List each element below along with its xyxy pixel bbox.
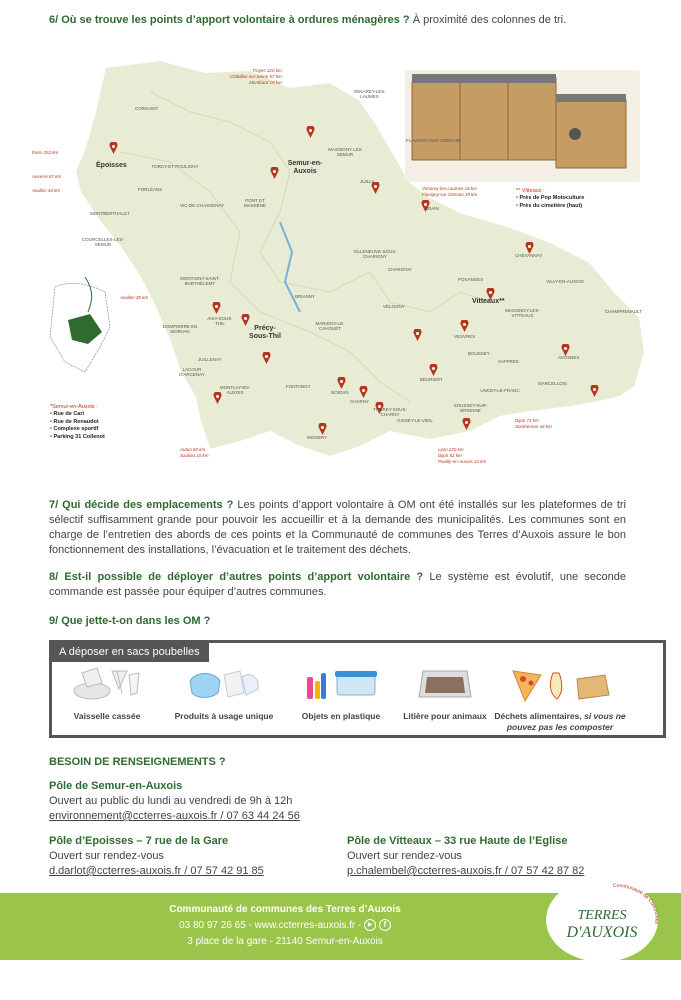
- pin-icon: [429, 364, 438, 376]
- terres-auxois-logo: [543, 875, 661, 965]
- map-label: VENAREY-LES-LAUMES: [353, 89, 386, 99]
- pin-icon: [337, 377, 346, 389]
- map-label: CHEVANNAY: [515, 253, 543, 258]
- pole-semur: [49, 779, 300, 824]
- footer-org: Communauté de communes des Terres d’Auxois: [169, 904, 401, 915]
- disposable-products-icon: [184, 663, 264, 705]
- pole-vitteaux-title: Pôle de Vitteaux – 33 rue Haute de l’Eglise: [347, 835, 568, 847]
- map-label: MASSIGNY LES SEMUR: [328, 147, 362, 157]
- pin-icon: [462, 418, 471, 430]
- trash-item: [169, 663, 279, 722]
- question-7: [49, 498, 626, 558]
- pin-icon: [590, 385, 599, 397]
- footer-text: [120, 902, 450, 950]
- distance-avallon-south: Avallon 35 km: [120, 295, 149, 300]
- map-label: MONTIGNY-SAINT-BARTHÉLEMY: [180, 276, 220, 286]
- trash-item-label: Vaisselle cassée: [73, 711, 141, 721]
- map-label: MARCELLOIS: [538, 381, 568, 386]
- distance-paris: Paris 252 km: [32, 150, 59, 155]
- semur-note-item: • Rue de Cari: [50, 411, 105, 418]
- territory-map-shape: [30, 52, 650, 470]
- distance-troyes: Troyes 120 km Châtillon-sur-Seine 57 km Montbard 19 km: [230, 68, 282, 85]
- trash-item-label: Litière pour animaux: [403, 711, 487, 721]
- semur-note-item: • Rue de Renaudot: [50, 419, 105, 426]
- trash-items-tag: A déposer en sacs poubelles: [52, 643, 209, 662]
- map-label: MONTBERTHAULT: [90, 211, 130, 216]
- trash-item-label: Objets en plastique: [301, 711, 381, 721]
- pole-semur-hours: Ouvert au public du lundi au vendredi de 9h à 12h: [49, 795, 293, 807]
- trash-item: [286, 663, 396, 722]
- question-6-answer: À proximité des colonnes de tri.: [409, 14, 567, 26]
- map-label: DOMPIERRE EN MORVAN: [162, 324, 198, 334]
- map-label: GISSEY-LE-VIEIL: [397, 418, 433, 423]
- map-label: JUILLENAY: [198, 357, 222, 362]
- map-label: AISY-SOUS-THIL: [207, 316, 233, 326]
- map-label: VÉLOGNY: [383, 304, 405, 309]
- map-label: FORLÉANS: [138, 187, 163, 192]
- pin-icon: [306, 126, 315, 138]
- distance-auxerre: Auxerre 87 km: [32, 174, 62, 179]
- distance-lyon: Lyon 220 km Dijon 51 km Pouilly-en-Auxois 12 km: [438, 447, 487, 464]
- map-label: VILLY-EN-AUXOIS: [546, 279, 584, 284]
- semur-note-item: • Parking 31 Collenot: [50, 434, 105, 441]
- map-label: CHARIGNY: [388, 267, 412, 272]
- vitteaux-note-item: • Près de Pop Motoculture: [516, 195, 584, 202]
- distance-autun: Autun 82 km Saulieu 10 km: [180, 447, 209, 458]
- distance-dijon: Dijon 73 km Sombernon 43 km: [515, 418, 552, 429]
- pin-icon: [262, 352, 271, 364]
- facebook-icon[interactable]: f: [379, 919, 391, 931]
- pole-epoisses: [49, 834, 264, 879]
- map-label-precy: Précy-Sous-Thil: [249, 325, 281, 340]
- semur-note-title: *Semur-en-Auxois :: [50, 404, 98, 410]
- pole-vitteaux: [347, 834, 584, 879]
- question-7-answer: Les points d’apport volontaire à OM ont été installés sur les plateformes de tri sélectif suffisamment grande pour pouvoir les accueillir et à la demande des municipalités. Les communes sont en charge de l’entretien des abords de ces points et la Communauté de communes des Terres d’Auxois assure le bon fonctionnement des installations, l’évacuation et le traitement des déchets.: [49, 499, 626, 556]
- question-8-answer: Le système est évolutif, une seconde commande est passée pour équiper d’autres communes.: [49, 571, 626, 598]
- map-label: LACOUR D'ARCENAY: [179, 367, 205, 377]
- map-label: COURCELLES-LES-SEMUR: [81, 237, 124, 247]
- question-6: [49, 14, 649, 26]
- logo-arc-text: Communauté de Communes: [612, 882, 660, 925]
- territory-map: [30, 52, 650, 470]
- map-label-epoisses: Époisses: [96, 162, 127, 169]
- map-label: MASSINGY-LES-VITTEAUX: [505, 308, 540, 318]
- trash-item: [390, 663, 500, 722]
- semur-note-item: • Complexe sportif: [50, 426, 105, 433]
- trash-item: [494, 663, 626, 733]
- map-label: BRIANNY: [295, 294, 316, 299]
- map-label: VIC-DE-CHASSENAY: [180, 203, 225, 208]
- map-label: POSANGES: [458, 277, 484, 282]
- pole-semur-contact[interactable]: environnement@ccterres-auxois.fr / 07 63 44 24 56: [49, 810, 300, 822]
- map-label: BRAIN: [425, 206, 439, 211]
- youtube-icon[interactable]: ▶: [364, 919, 376, 931]
- distance-venarey: Venarey-les-Laumes 16 km Flavigny-sur-Ozerain 19 km: [422, 186, 478, 197]
- footer-phone-web: 03 80 97 26 65 - www.ccterres-auxois.fr -: [179, 920, 362, 931]
- trash-item: [52, 663, 162, 722]
- trash-item-label-main: Déchets alimentaires,: [494, 711, 585, 721]
- vitteaux-note: [516, 188, 584, 210]
- pin-icon: [109, 142, 118, 154]
- map-label: CHAMPRENAULT: [605, 309, 642, 314]
- broken-dishes-icon: [67, 663, 147, 705]
- map-label: MONTLAY-EN-AUXOIS: [219, 385, 251, 395]
- map-label: BEURIZOT: [420, 377, 443, 382]
- pole-vitteaux-hours: Ouvert sur rendez-vous: [347, 850, 462, 862]
- map-label: MISSERY: [307, 435, 328, 440]
- map-label: FLAVIGNY-SUR-OZERAIN: [406, 138, 461, 143]
- pin-icon: [460, 320, 469, 332]
- map-label: MARIGNY-LE-CAHOUËT: [315, 321, 345, 331]
- svg-text:TERRES: TERRES: [577, 908, 627, 923]
- footer-address: 3 place de la gare - 21140 Semur-en-Auxois: [187, 936, 383, 947]
- map-label-semur: Semur-en-Auxois: [287, 160, 323, 175]
- pole-epoisses-hours: Ouvert sur rendez-vous: [49, 850, 164, 862]
- pole-vitteaux-contact[interactable]: p.chalembel@ccterres-auxois.fr / 07 57 42 87 82: [347, 865, 585, 877]
- pole-epoisses-contact[interactable]: d.darlot@ccterres-auxois.fr / 07 57 42 91 85: [49, 865, 264, 877]
- question-7-title: 7/ Qui décide des emplacements ?: [49, 499, 234, 511]
- map-label: SOUSSEY-SUR-BRIONNE: [453, 403, 488, 413]
- vitteaux-note-title: ** Vitteaux :: [516, 188, 545, 194]
- map-label: NOIDAN: [331, 390, 349, 395]
- trash-item-label: Produits à usage unique: [174, 711, 274, 721]
- trash-item-label: [494, 711, 626, 733]
- pin-icon: [212, 302, 221, 314]
- svg-text:D'AUXOIS: D'AUXOIS: [566, 924, 638, 941]
- trash-item-label-note: si vous ne pouvez pas les composter: [506, 711, 626, 732]
- pin-icon: [359, 386, 368, 398]
- pole-semur-title: Pôle de Semur-en-Auxois: [49, 780, 183, 792]
- contact-title: BESOIN DE RENSEIGNEMENTS ?: [49, 756, 226, 768]
- food-waste-icon: [505, 663, 615, 705]
- map-label: JUILLY: [360, 179, 375, 184]
- map-label: AVOSNES: [558, 355, 580, 360]
- map-label: CORSAINT: [135, 106, 159, 111]
- vitteaux-note-item: • Près du cimetière (haut): [516, 203, 584, 210]
- distance-avallon-west: Avallon 44 km: [32, 188, 61, 193]
- map-label: FONTANGY: [286, 384, 311, 389]
- semur-note: [50, 404, 105, 441]
- question-6-title: 6/ Où se trouve les points d’apport volontaire à ordures ménagères ?: [49, 14, 410, 26]
- map-label: SAFFRES: [498, 359, 519, 364]
- pole-epoisses-title: Pôle d’Epoisses – 7 rue de la Gare: [49, 835, 229, 847]
- map-label: TORCY-ET-POULIGNY: [151, 164, 199, 169]
- pin-icon: [413, 329, 422, 341]
- map-label: VILLENEUVE-SOUS-CHARIGNY: [353, 249, 397, 259]
- map-label: CHARNY: [350, 399, 370, 404]
- map-label: THOREY-SOUS-CHARNY: [372, 407, 408, 417]
- cat-litter-icon: [405, 663, 485, 705]
- map-label: VESVRES: [454, 334, 476, 339]
- map-label: BOUSSEY: [468, 351, 490, 356]
- map-label-vitteaux: Vitteaux**: [472, 298, 505, 305]
- plastic-objects-icon: [301, 663, 381, 705]
- pin-icon: [270, 167, 279, 179]
- question-8: [49, 570, 626, 600]
- question-9-title: 9/ Que jette-t-on dans les OM ?: [49, 615, 211, 627]
- question-8-title: 8/ Est-il possible de déployer d’autres points d’apport volontaire ?: [49, 571, 424, 583]
- trash-items-box: [49, 640, 666, 738]
- map-label: UNCEY-LE-FRANC: [480, 388, 520, 393]
- map-label: PONT ET MASSÈNE: [243, 198, 266, 208]
- pin-icon: [318, 423, 327, 435]
